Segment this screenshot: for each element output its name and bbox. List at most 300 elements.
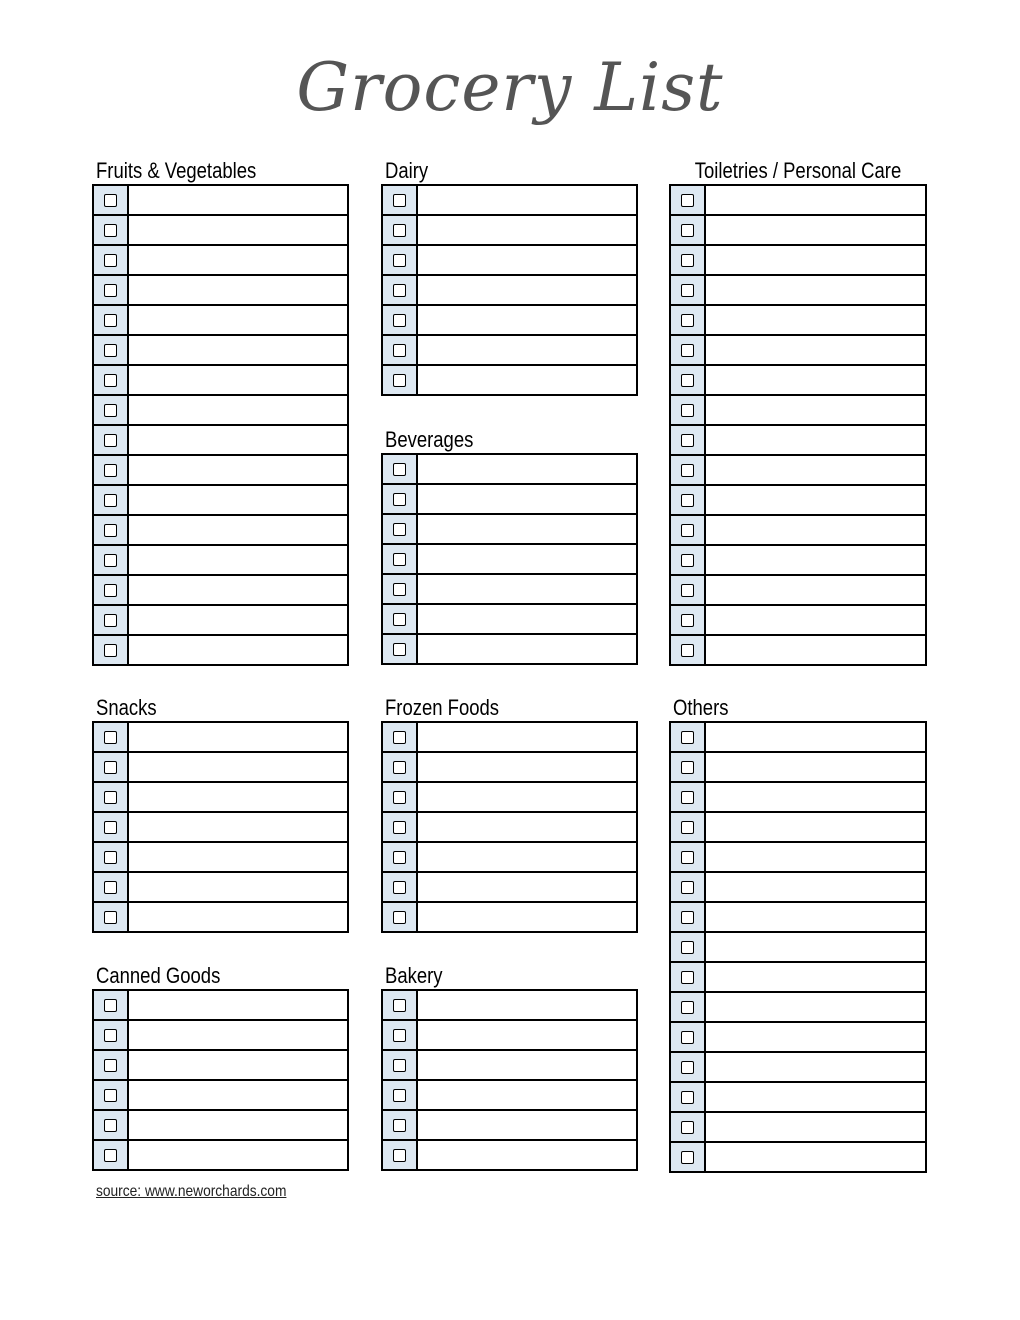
- item-entry-line[interactable]: [706, 636, 925, 664]
- checkbox-cell: [383, 635, 418, 663]
- checkbox[interactable]: [681, 284, 694, 297]
- checkbox-cell: [383, 753, 418, 781]
- checkbox-cell: [94, 1021, 129, 1049]
- checkbox-cell: [94, 1051, 129, 1079]
- checkbox[interactable]: [104, 524, 117, 537]
- item-entry-line[interactable]: [706, 366, 925, 394]
- checkbox-cell: [383, 605, 418, 633]
- list-item: [671, 1083, 925, 1113]
- checkbox-cell: [94, 991, 129, 1019]
- list-item: [94, 186, 347, 216]
- checkbox[interactable]: [681, 731, 694, 744]
- list-item: [671, 783, 925, 813]
- checkbox[interactable]: [104, 584, 117, 597]
- list-item: [671, 576, 925, 606]
- checkbox[interactable]: [681, 614, 694, 627]
- section-title-dairy: Dairy: [385, 158, 429, 183]
- item-entry-line[interactable]: [129, 723, 347, 751]
- list-item: [671, 1113, 925, 1143]
- item-entry-line[interactable]: [418, 366, 636, 394]
- item-entry-line[interactable]: [706, 486, 925, 514]
- checkbox[interactable]: [681, 434, 694, 447]
- item-entry-line[interactable]: [706, 843, 925, 871]
- list-item: [94, 1141, 347, 1169]
- item-entry-line[interactable]: [129, 306, 347, 334]
- checkbox[interactable]: [393, 999, 406, 1012]
- item-entry-line[interactable]: [706, 753, 925, 781]
- item-entry-line[interactable]: [418, 991, 636, 1019]
- item-entry-line[interactable]: [418, 783, 636, 811]
- checkbox-cell: [94, 246, 129, 274]
- item-entry-line[interactable]: [418, 306, 636, 334]
- checkbox[interactable]: [104, 1089, 117, 1102]
- checkbox[interactable]: [393, 791, 406, 804]
- checkbox-cell: [671, 606, 706, 634]
- checkbox[interactable]: [393, 254, 406, 267]
- list-item: [94, 546, 347, 576]
- item-entry-line[interactable]: [706, 1053, 925, 1081]
- item-entry-line[interactable]: [129, 903, 347, 931]
- checklist: [92, 184, 349, 666]
- list-item: [671, 396, 925, 426]
- list-item: [671, 186, 925, 216]
- checkbox-cell: [383, 455, 418, 483]
- checkbox-cell: [383, 216, 418, 244]
- section-others: [669, 695, 927, 1173]
- checkbox-cell: [383, 485, 418, 513]
- checklist: [92, 989, 349, 1171]
- checkbox-cell: [383, 813, 418, 841]
- checkbox-cell: [383, 1021, 418, 1049]
- checkbox[interactable]: [104, 344, 117, 357]
- checkbox-cell: [383, 366, 418, 394]
- list-item: [671, 486, 925, 516]
- item-entry-line[interactable]: [418, 813, 636, 841]
- checkbox-cell: [383, 336, 418, 364]
- checkbox[interactable]: [681, 524, 694, 537]
- list-item: [94, 1021, 347, 1051]
- checkbox[interactable]: [104, 194, 117, 207]
- checkbox-cell: [671, 546, 706, 574]
- item-entry-line[interactable]: [129, 1141, 347, 1169]
- checkbox-cell: [383, 783, 418, 811]
- checklist: [92, 721, 349, 933]
- item-entry-line[interactable]: [706, 546, 925, 574]
- checkbox-cell: [94, 546, 129, 574]
- item-entry-line[interactable]: [706, 306, 925, 334]
- item-entry-line[interactable]: [418, 515, 636, 543]
- item-entry-line[interactable]: [129, 216, 347, 244]
- page-title: Grocery List: [296, 49, 724, 126]
- list-item: [94, 813, 347, 843]
- checkbox-cell: [94, 606, 129, 634]
- item-entry-line[interactable]: [129, 276, 347, 304]
- checkbox-cell: [383, 991, 418, 1019]
- item-entry-line[interactable]: [129, 366, 347, 394]
- checklist: [381, 989, 638, 1171]
- item-entry-line[interactable]: [129, 396, 347, 424]
- checkbox[interactable]: [104, 434, 117, 447]
- item-entry-line[interactable]: [418, 186, 636, 214]
- item-entry-line[interactable]: [706, 576, 925, 604]
- list-item: [383, 873, 636, 903]
- item-entry-line[interactable]: [129, 753, 347, 781]
- checkbox-cell: [383, 843, 418, 871]
- checkbox[interactable]: [104, 1119, 117, 1132]
- item-entry-line[interactable]: [129, 546, 347, 574]
- checkbox-cell: [383, 1141, 418, 1169]
- checkbox-cell: [94, 306, 129, 334]
- list-item: [671, 366, 925, 396]
- checkbox[interactable]: [104, 731, 117, 744]
- list-item: [383, 336, 636, 366]
- checkbox-cell: [94, 216, 129, 244]
- item-entry-line[interactable]: [706, 933, 925, 961]
- list-item: [94, 991, 347, 1021]
- checkbox[interactable]: [393, 613, 406, 626]
- checkbox-cell: [94, 576, 129, 604]
- item-entry-line[interactable]: [706, 1083, 925, 1111]
- checkbox-cell: [671, 1113, 706, 1141]
- list-item: [94, 1111, 347, 1141]
- item-entry-line[interactable]: [706, 1113, 925, 1141]
- item-entry-line[interactable]: [129, 606, 347, 634]
- checkbox[interactable]: [393, 1059, 406, 1072]
- item-entry-line[interactable]: [129, 336, 347, 364]
- checkbox[interactable]: [393, 224, 406, 237]
- item-entry-line[interactable]: [706, 216, 925, 244]
- checkbox[interactable]: [393, 851, 406, 864]
- section-title-others: Others: [673, 695, 729, 720]
- list-item: [671, 246, 925, 276]
- checkbox-cell: [94, 903, 129, 931]
- checkbox[interactable]: [393, 911, 406, 924]
- checkbox[interactable]: [681, 644, 694, 657]
- checkbox[interactable]: [104, 224, 117, 237]
- checkbox[interactable]: [681, 911, 694, 924]
- checkbox[interactable]: [104, 821, 117, 834]
- item-entry-line[interactable]: [129, 813, 347, 841]
- section-title-canned-goods: Canned Goods: [96, 963, 221, 988]
- checkbox[interactable]: [104, 284, 117, 297]
- checkbox[interactable]: [393, 344, 406, 357]
- item-entry-line[interactable]: [706, 396, 925, 424]
- item-entry-line[interactable]: [706, 903, 925, 931]
- list-item: [383, 991, 636, 1021]
- item-entry-line[interactable]: [418, 635, 636, 663]
- checkbox[interactable]: [104, 254, 117, 267]
- item-entry-line[interactable]: [706, 456, 925, 484]
- item-entry-line[interactable]: [418, 545, 636, 573]
- list-item: [94, 516, 347, 546]
- checkbox[interactable]: [393, 553, 406, 566]
- item-entry-line[interactable]: [418, 276, 636, 304]
- checkbox[interactable]: [393, 314, 406, 327]
- item-entry-line[interactable]: [418, 723, 636, 751]
- checkbox[interactable]: [104, 1149, 117, 1162]
- checkbox-cell: [671, 186, 706, 214]
- item-entry-line[interactable]: [706, 246, 925, 274]
- checkbox-cell: [94, 813, 129, 841]
- item-entry-line[interactable]: [418, 753, 636, 781]
- item-entry-line[interactable]: [129, 1051, 347, 1079]
- checkbox-cell: [671, 636, 706, 664]
- checkbox[interactable]: [393, 493, 406, 506]
- item-entry-line[interactable]: [418, 455, 636, 483]
- checklist: [381, 453, 638, 665]
- checkbox[interactable]: [681, 1061, 694, 1074]
- list-item: [671, 753, 925, 783]
- checkbox[interactable]: [681, 791, 694, 804]
- checkbox[interactable]: [681, 464, 694, 477]
- list-item: [671, 636, 925, 664]
- checkbox[interactable]: [681, 194, 694, 207]
- checkbox-cell: [671, 963, 706, 991]
- checkbox[interactable]: [681, 374, 694, 387]
- item-entry-line[interactable]: [418, 1081, 636, 1109]
- checkbox[interactable]: [681, 1121, 694, 1134]
- source-link[interactable]: source: www.neworchards.com: [96, 1183, 287, 1200]
- checkbox[interactable]: [681, 254, 694, 267]
- list-item: [383, 1141, 636, 1169]
- checklist: [381, 184, 638, 396]
- checkbox[interactable]: [681, 941, 694, 954]
- list-item: [671, 963, 925, 993]
- item-entry-line[interactable]: [129, 246, 347, 274]
- checkbox[interactable]: [681, 1001, 694, 1014]
- checkbox[interactable]: [681, 344, 694, 357]
- list-item: [94, 276, 347, 306]
- item-entry-line[interactable]: [418, 843, 636, 871]
- item-entry-line[interactable]: [418, 575, 636, 603]
- checkbox[interactable]: [681, 971, 694, 984]
- checkbox-cell: [671, 873, 706, 901]
- checkbox[interactable]: [393, 194, 406, 207]
- checkbox[interactable]: [681, 584, 694, 597]
- checkbox[interactable]: [681, 851, 694, 864]
- checkbox[interactable]: [681, 821, 694, 834]
- item-entry-line[interactable]: [418, 216, 636, 244]
- checkbox[interactable]: [393, 731, 406, 744]
- checkbox[interactable]: [104, 761, 117, 774]
- list-item: [671, 1023, 925, 1053]
- section-snacks: [92, 695, 349, 933]
- list-item: [383, 186, 636, 216]
- item-entry-line[interactable]: [706, 606, 925, 634]
- checkbox[interactable]: [393, 523, 406, 536]
- item-entry-line[interactable]: [129, 486, 347, 514]
- list-item: [94, 486, 347, 516]
- checkbox[interactable]: [681, 224, 694, 237]
- list-item: [383, 903, 636, 931]
- checkbox[interactable]: [681, 554, 694, 567]
- list-item: [671, 516, 925, 546]
- list-item: [383, 1021, 636, 1051]
- checkbox[interactable]: [104, 1059, 117, 1072]
- checkbox[interactable]: [681, 404, 694, 417]
- section-title-frozen-foods: Frozen Foods: [385, 695, 500, 720]
- checkbox[interactable]: [681, 314, 694, 327]
- list-item: [383, 515, 636, 545]
- list-item: [94, 576, 347, 606]
- list-item: [671, 903, 925, 933]
- checkbox-cell: [383, 723, 418, 751]
- checkbox-cell: [383, 306, 418, 334]
- item-entry-line[interactable]: [706, 873, 925, 901]
- item-entry-line[interactable]: [706, 516, 925, 544]
- item-entry-line[interactable]: [706, 993, 925, 1021]
- list-item: [94, 216, 347, 246]
- item-entry-line[interactable]: [129, 1081, 347, 1109]
- item-entry-line[interactable]: [418, 1141, 636, 1169]
- checkbox[interactable]: [681, 881, 694, 894]
- checklist: [669, 721, 927, 1173]
- section-fruits-vegetables: [92, 158, 349, 666]
- list-item: [671, 276, 925, 306]
- item-entry-line[interactable]: [418, 485, 636, 513]
- checkbox[interactable]: [393, 463, 406, 476]
- item-entry-line[interactable]: [418, 336, 636, 364]
- checkbox[interactable]: [393, 1119, 406, 1132]
- item-entry-line[interactable]: [706, 1143, 925, 1171]
- checkbox[interactable]: [104, 464, 117, 477]
- checkbox[interactable]: [393, 643, 406, 656]
- checkbox[interactable]: [104, 554, 117, 567]
- checkbox[interactable]: [681, 1151, 694, 1164]
- list-item: [383, 575, 636, 605]
- checkbox[interactable]: [393, 1089, 406, 1102]
- item-entry-line[interactable]: [129, 1021, 347, 1049]
- item-entry-line[interactable]: [129, 576, 347, 604]
- checkbox-cell: [94, 276, 129, 304]
- list-item: [671, 426, 925, 456]
- item-entry-line[interactable]: [706, 783, 925, 811]
- item-entry-line[interactable]: [706, 186, 925, 214]
- list-item: [94, 306, 347, 336]
- list-item: [383, 723, 636, 753]
- checkbox[interactable]: [393, 881, 406, 894]
- item-entry-line[interactable]: [129, 843, 347, 871]
- list-item: [383, 246, 636, 276]
- checkbox[interactable]: [104, 404, 117, 417]
- item-entry-line[interactable]: [706, 336, 925, 364]
- list-item: [383, 455, 636, 485]
- list-item: [383, 783, 636, 813]
- checkbox-cell: [671, 246, 706, 274]
- checkbox-cell: [94, 636, 129, 664]
- list-item: [383, 545, 636, 575]
- section-title-bakery: Bakery: [385, 963, 443, 988]
- list-item: [94, 336, 347, 366]
- item-entry-line[interactable]: [129, 456, 347, 484]
- section-dairy: [381, 158, 638, 396]
- item-entry-line[interactable]: [706, 723, 925, 751]
- checkbox[interactable]: [393, 284, 406, 297]
- item-entry-line[interactable]: [129, 783, 347, 811]
- checkbox[interactable]: [681, 1091, 694, 1104]
- checkbox-cell: [671, 1083, 706, 1111]
- checkbox-cell: [671, 276, 706, 304]
- item-entry-line[interactable]: [418, 903, 636, 931]
- checkbox-cell: [383, 545, 418, 573]
- item-entry-line[interactable]: [706, 1023, 925, 1051]
- checkbox[interactable]: [104, 374, 117, 387]
- item-entry-line[interactable]: [129, 636, 347, 664]
- checkbox[interactable]: [104, 1029, 117, 1042]
- checkbox[interactable]: [681, 1031, 694, 1044]
- checkbox[interactable]: [104, 851, 117, 864]
- checkbox[interactable]: [393, 821, 406, 834]
- checkbox-cell: [383, 1081, 418, 1109]
- item-entry-line[interactable]: [129, 991, 347, 1019]
- checkbox[interactable]: [104, 314, 117, 327]
- checkbox[interactable]: [393, 761, 406, 774]
- checkbox-cell: [671, 216, 706, 244]
- item-entry-line[interactable]: [129, 186, 347, 214]
- checkbox[interactable]: [104, 911, 117, 924]
- checkbox[interactable]: [393, 1029, 406, 1042]
- list-item: [671, 456, 925, 486]
- item-entry-line[interactable]: [418, 1111, 636, 1139]
- list-item: [671, 336, 925, 366]
- checkbox-cell: [383, 186, 418, 214]
- section-title-fruits-vegetables: Fruits & Vegetables: [96, 158, 257, 183]
- checkbox[interactable]: [104, 881, 117, 894]
- item-entry-line[interactable]: [706, 426, 925, 454]
- checkbox[interactable]: [104, 791, 117, 804]
- item-entry-line[interactable]: [418, 1021, 636, 1049]
- checklist: [381, 721, 638, 933]
- checkbox-cell: [94, 873, 129, 901]
- checkbox[interactable]: [393, 374, 406, 387]
- item-entry-line[interactable]: [129, 426, 347, 454]
- item-entry-line[interactable]: [418, 246, 636, 274]
- checkbox[interactable]: [681, 761, 694, 774]
- list-item: [94, 606, 347, 636]
- item-entry-line[interactable]: [129, 873, 347, 901]
- checkbox-cell: [671, 903, 706, 931]
- checkbox-cell: [94, 366, 129, 394]
- item-entry-line[interactable]: [418, 605, 636, 633]
- list-item: [94, 873, 347, 903]
- checklist: [669, 184, 927, 666]
- checkbox[interactable]: [104, 999, 117, 1012]
- list-item: [94, 1081, 347, 1111]
- item-entry-line[interactable]: [706, 276, 925, 304]
- item-entry-line[interactable]: [706, 813, 925, 841]
- item-entry-line[interactable]: [129, 516, 347, 544]
- item-entry-line[interactable]: [129, 1111, 347, 1139]
- checkbox[interactable]: [393, 583, 406, 596]
- list-item: [383, 843, 636, 873]
- item-entry-line[interactable]: [418, 1051, 636, 1079]
- list-item: [383, 306, 636, 336]
- checkbox[interactable]: [104, 494, 117, 507]
- checkbox-cell: [94, 396, 129, 424]
- checkbox-cell: [94, 783, 129, 811]
- item-entry-line[interactable]: [418, 873, 636, 901]
- checkbox-cell: [671, 933, 706, 961]
- checkbox[interactable]: [681, 494, 694, 507]
- checkbox-cell: [94, 336, 129, 364]
- checkbox[interactable]: [104, 644, 117, 657]
- checkbox-cell: [94, 1081, 129, 1109]
- checkbox[interactable]: [393, 1149, 406, 1162]
- checkbox[interactable]: [104, 614, 117, 627]
- list-item: [671, 306, 925, 336]
- list-item: [671, 1053, 925, 1083]
- item-entry-line[interactable]: [706, 963, 925, 991]
